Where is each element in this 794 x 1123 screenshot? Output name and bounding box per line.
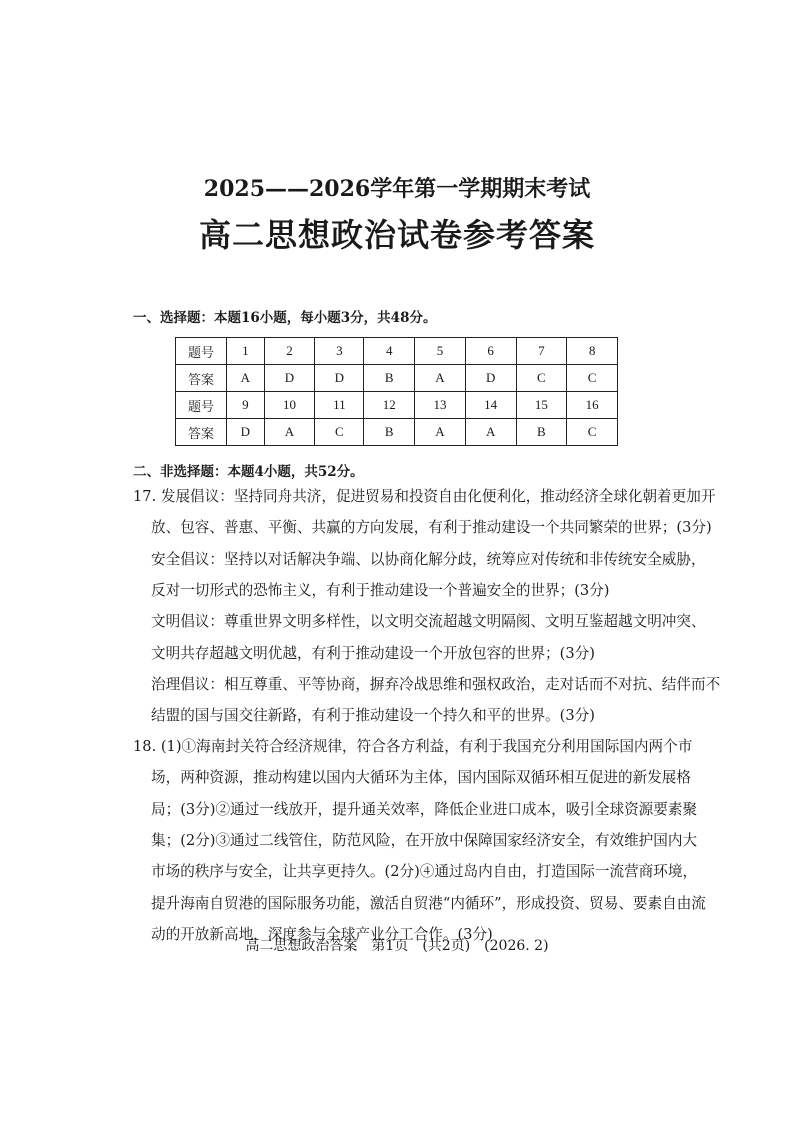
table-cell: 14	[465, 392, 516, 419]
table-cell: C	[315, 419, 364, 446]
table-cell: A	[465, 419, 516, 446]
row-header-cell: 答案	[176, 419, 227, 446]
table-cell: D	[315, 365, 364, 392]
table-cell: 11	[315, 392, 364, 419]
answer-line: 反对一切形式的恐怖主义，有利于推动建设一个普遍安全的世界；(3分)	[151, 581, 610, 599]
answer-line: 18. (1)①海南封关符合经济规律，符合各方利益，有利于我国充分利用国际国内两个市	[133, 738, 693, 755]
table-cell: 13	[415, 392, 466, 419]
table-cell: A	[264, 419, 315, 446]
table-cell: 3	[315, 338, 364, 365]
table-cell: 9	[227, 392, 265, 419]
table-cell: 16	[567, 392, 618, 419]
table-cell: D	[227, 419, 265, 446]
table-row	[176, 365, 618, 392]
answer-line: 文明共存超越文明优越，有利于推动建设一个开放包容的世界；(3分)	[151, 644, 595, 662]
answer-line: 市场的秩序与安全，让共享更持久。(2分)④通过岛内自由，打造国际一流营商环境，	[151, 863, 698, 881]
answer-table	[175, 337, 618, 446]
document-subtitle: 高二思想政治试卷参考答案	[198, 216, 595, 254]
answer-line: 提升海南自贸港的国际服务功能，激活自贸港“内循环”，形成投资、贸易、要素自由流	[151, 894, 706, 912]
table-cell: B	[364, 365, 415, 392]
section-two-heading: 二、非选择题：本题4小题，共52分。	[133, 464, 364, 480]
table-cell: B	[364, 419, 415, 446]
table-cell: 12	[364, 392, 415, 419]
table-cell: 15	[516, 392, 567, 419]
answer-line: 动的开放新高地，深度参与全球产业分工合作。(3分)	[151, 925, 493, 943]
table-row	[176, 419, 618, 446]
table-cell: 8	[567, 338, 618, 365]
row-header-cell: 题号	[176, 338, 227, 365]
table-cell: 5	[415, 338, 466, 365]
table-cell: 2	[264, 338, 315, 365]
answer-line: 集；(2分)③通过二线管住，防范风险，在开放中保障国家经济安全，有效维护国内大	[151, 831, 698, 849]
answer-line: 局；(3分)②通过一线放开，提升通关效率，降低企业进口成本，吸引全球资源要素聚	[151, 800, 698, 818]
table-cell: D	[465, 365, 516, 392]
table-row	[176, 338, 618, 365]
table-cell: A	[415, 419, 466, 446]
table-cell: D	[264, 365, 315, 392]
table-cell: A	[227, 365, 265, 392]
page-footer: 高二思想政治答案 第1页 (共2页) (2026. 2)	[245, 938, 549, 954]
table-cell: C	[567, 419, 618, 446]
table-cell: 7	[516, 338, 567, 365]
table-row	[176, 392, 618, 419]
table-cell: 1	[227, 338, 265, 365]
table-cell: A	[415, 365, 466, 392]
table-cell: B	[516, 419, 567, 446]
table-cell: 4	[364, 338, 415, 365]
answer-line: 治理倡议：相互尊重、平等协商，摒弃冷战思维和强权政治，走对话而不对抗、结伴而不	[151, 675, 721, 693]
answer-line: 17. 发展倡议：坚持同舟共济，促进贸易和投资自由化便利化，推动经济全球化朝着更加开	[133, 488, 716, 505]
table-cell: C	[567, 365, 618, 392]
answer-line: 安全倡议：坚持以对话解决争端、以协商化解分歧，统筹应对传统和非传统安全威胁，	[151, 550, 706, 568]
table-cell: 10	[264, 392, 315, 419]
answer-line: 结盟的国与国交往新路，有利于推动建设一个持久和平的世界。(3分)	[151, 707, 595, 725]
answer-line: 放、包容、普惠、平衡、共赢的方向发展，有利于推动建设一个共同繁荣的世界；(3分)	[151, 519, 712, 537]
table-cell: C	[516, 365, 567, 392]
section-one-heading: 一、选择题：本题16小题，每小题3分，共48分。	[133, 310, 437, 326]
row-header-cell: 题号	[176, 392, 227, 419]
answer-line: 场，两种资源，推动构建以国内大循环为主体，国内国际双循环相互促进的新发展格	[151, 769, 691, 787]
table-cell: 6	[465, 338, 516, 365]
exam-title: 2025——2026学年第一学期期末考试	[203, 176, 591, 202]
row-header-cell: 答案	[176, 365, 227, 392]
answer-line: 文明倡议：尊重世界文明多样性，以文明交流超越文明隔阂、文明互鉴超越文明冲突、	[151, 613, 706, 631]
